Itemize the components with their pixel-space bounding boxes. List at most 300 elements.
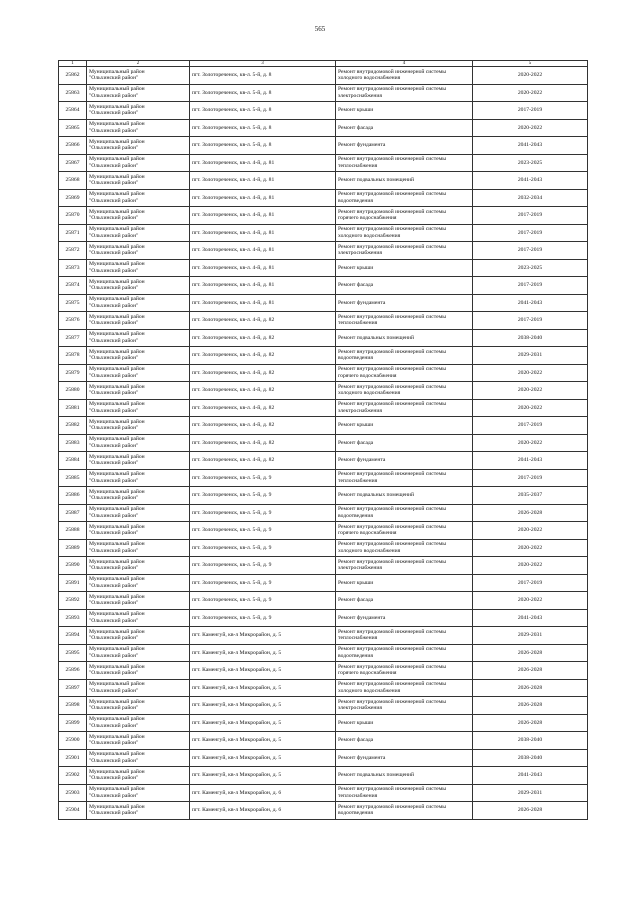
district-cell <box>87 329 190 347</box>
work-type-cell <box>336 137 473 155</box>
work-type-line: Ремонт фасада <box>338 439 374 446</box>
work-type-line: теплоснабжения <box>338 477 378 484</box>
work-type-line: Ремонт подвальных помещений <box>338 772 415 779</box>
work-type-cell <box>336 84 473 102</box>
row-number: 25900 <box>59 732 87 750</box>
district-cell <box>87 504 190 522</box>
address-cell: пгт. Золотореченск, кв-л. 4-й, д. 82 <box>190 434 336 452</box>
address-cell: пгт. Золотореченск, кв-л. 5-й, д. 9 <box>190 574 336 592</box>
district-cell <box>87 662 190 680</box>
work-type-line: Ремонт внутридомовой инженерной системы <box>338 698 446 705</box>
row-number: 25878 <box>59 347 87 365</box>
district-line: Муниципальный район <box>89 523 145 530</box>
row-number: 25881 <box>59 399 87 417</box>
work-type-line: Ремонт внутридомовой инженерной системы <box>338 208 446 215</box>
address-cell: пгт. Золотореченск, кв-л. 5-й, д. 8 <box>190 102 336 120</box>
district-line: "Ольхинский район" <box>89 75 139 82</box>
row-number: 25896 <box>59 662 87 680</box>
work-type-line: Ремонт внутридомовой инженерной системы <box>338 383 446 390</box>
district-line: "Ольхинский район" <box>89 512 139 519</box>
planned-period-cell: 2020-2022 <box>473 364 588 382</box>
table-row <box>59 504 588 522</box>
district-line: Муниципальный район <box>89 208 145 215</box>
district-line: Муниципальный район <box>89 436 145 443</box>
row-number: 25885 <box>59 469 87 487</box>
district-line: "Ольхинский район" <box>89 337 139 344</box>
district-cell <box>87 609 190 627</box>
district-line: "Ольхинский район" <box>89 670 139 677</box>
work-type-cell <box>336 312 473 330</box>
table-row <box>59 434 588 452</box>
table-row <box>59 767 588 785</box>
planned-period-cell: 2035-2037 <box>473 487 588 505</box>
address-cell: пгт. Золотореченск, кв-л. 4-й, д. 81 <box>190 207 336 225</box>
district-cell <box>87 154 190 172</box>
district-cell <box>87 767 190 785</box>
row-number: 25901 <box>59 749 87 767</box>
district-cell <box>87 259 190 277</box>
district-cell <box>87 207 190 225</box>
district-line: "Ольхинский район" <box>89 687 139 694</box>
work-type-cell <box>336 224 473 242</box>
work-type-cell <box>336 714 473 732</box>
row-number: 25866 <box>59 137 87 155</box>
table-row <box>59 679 588 697</box>
address-cell: пгт. Золотореченск, кв-л. 4-й, д. 82 <box>190 417 336 435</box>
district-line: "Ольхинский район" <box>89 407 139 414</box>
planned-period-cell: 2017-2019 <box>473 312 588 330</box>
table-row <box>59 154 588 172</box>
address-cell: пгт. Золотореченск, кв-л. 5-й, д. 9 <box>190 504 336 522</box>
work-type-cell <box>336 522 473 540</box>
address-cell: пгт. Каменгуй, кв-л Микрорайон, д. 5 <box>190 662 336 680</box>
district-cell <box>87 67 190 85</box>
district-line: "Ольхинский район" <box>89 547 139 554</box>
district-cell <box>87 592 190 610</box>
table-row <box>59 399 588 417</box>
district-cell <box>87 714 190 732</box>
table-row <box>59 84 588 102</box>
row-number: 25892 <box>59 592 87 610</box>
table-row <box>59 119 588 137</box>
district-line: Муниципальный район <box>89 261 145 268</box>
work-type-line: Ремонт внутридомовой инженерной системы <box>338 191 446 198</box>
district-line: Муниципальный район <box>89 716 145 723</box>
table-row <box>59 382 588 400</box>
address-cell: пгт. Золотореченск, кв-л. 5-й, д. 9 <box>190 522 336 540</box>
address-cell: пгт. Каменгуй, кв-л Микрорайон, д. 5 <box>190 697 336 715</box>
address-cell: пгт. Каменгуй, кв-л Микрорайон, д. 5 <box>190 767 336 785</box>
row-number: 25876 <box>59 312 87 330</box>
district-line: "Ольхинский район" <box>89 390 139 397</box>
planned-period-cell: 2020-2022 <box>473 67 588 85</box>
table-row <box>59 732 588 750</box>
table-row <box>59 539 588 557</box>
planned-period-cell: 2020-2022 <box>473 119 588 137</box>
work-type-line: Ремонт крыши <box>338 264 374 271</box>
district-line: "Ольхинский район" <box>89 600 139 607</box>
district-line: Муниципальный район <box>89 191 145 198</box>
work-type-cell <box>336 434 473 452</box>
work-type-line: электроснабжения <box>338 250 382 257</box>
address-cell: пгт. Золотореченск, кв-л. 4-й, д. 82 <box>190 312 336 330</box>
address-cell: пгт. Каменгуй, кв-л Микрорайон, д. 5 <box>190 644 336 662</box>
row-number: 25877 <box>59 329 87 347</box>
district-line: Муниципальный район <box>89 576 145 583</box>
address-cell: пгт. Золотореченск, кв-л. 4-й, д. 81 <box>190 242 336 260</box>
district-cell <box>87 224 190 242</box>
address-cell: пгт. Каменгуй, кв-л Микрорайон, д. 6 <box>190 802 336 820</box>
district-cell <box>87 382 190 400</box>
row-number: 25869 <box>59 189 87 207</box>
planned-period-cell: 2017-2019 <box>473 207 588 225</box>
district-cell <box>87 84 190 102</box>
work-type-line: Ремонт внутридомовой инженерной системы <box>338 401 446 408</box>
work-type-cell <box>336 347 473 365</box>
work-type-line: Ремонт внутридомовой инженерной системы <box>338 226 446 233</box>
work-type-line: Ремонт внутридомовой инженерной системы <box>338 663 446 670</box>
work-type-line: Ремонт внутридомовой инженерной системы <box>338 156 446 163</box>
address-cell: пгт. Золотореченск, кв-л. 5-й, д. 9 <box>190 487 336 505</box>
district-cell <box>87 732 190 750</box>
table-row <box>59 802 588 820</box>
district-line: "Ольхинский район" <box>89 810 139 817</box>
address-cell: пгт. Золотореченск, кв-л. 5-й, д. 8 <box>190 67 336 85</box>
district-line: "Ольхинский район" <box>89 215 139 222</box>
work-type-line: Ремонт внутридомовой инженерной системы <box>338 471 446 478</box>
district-cell <box>87 749 190 767</box>
work-type-cell <box>336 469 473 487</box>
table-row <box>59 784 588 802</box>
row-number: 25868 <box>59 172 87 190</box>
work-type-cell <box>336 417 473 435</box>
planned-period-cell: 2026-2028 <box>473 679 588 697</box>
district-line: Муниципальный район <box>89 541 145 548</box>
district-line: "Ольхинский район" <box>89 127 139 134</box>
district-line: "Ольхинский район" <box>89 460 139 467</box>
work-type-cell <box>336 802 473 820</box>
district-line: Муниципальный район <box>89 803 145 810</box>
work-type-line: Ремонт фасада <box>338 597 374 604</box>
district-line: Муниципальный район <box>89 453 145 460</box>
work-type-line: Ремонт крыши <box>338 107 374 114</box>
table-body <box>59 67 588 820</box>
work-type-line: водоотведения <box>338 355 373 362</box>
district-cell <box>87 697 190 715</box>
district-line: "Ольхинский район" <box>89 425 139 432</box>
district-line: Муниципальный район <box>89 733 145 740</box>
address-cell: пгт. Золотореченск, кв-л. 4-й, д. 81 <box>190 189 336 207</box>
address-cell: пгт. Золотореченск, кв-л. 4-й, д. 81 <box>190 224 336 242</box>
row-number: 25883 <box>59 434 87 452</box>
address-cell: пгт. Золотореченск, кв-л. 5-й, д. 9 <box>190 469 336 487</box>
address-cell: пгт. Золотореченск, кв-л. 5-й, д. 9 <box>190 609 336 627</box>
table-row <box>59 452 588 470</box>
district-cell <box>87 102 190 120</box>
work-type-cell <box>336 784 473 802</box>
planned-period-cell: 2029-2031 <box>473 627 588 645</box>
district-line: "Ольхинский район" <box>89 757 139 764</box>
work-type-cell <box>336 557 473 575</box>
district-cell <box>87 399 190 417</box>
work-type-line: Ремонт внутридомовой инженерной системы <box>338 68 446 75</box>
work-type-cell <box>336 154 473 172</box>
district-line: "Ольхинский район" <box>89 740 139 747</box>
table-row <box>59 627 588 645</box>
work-type-line: горячего водоснабжения <box>338 670 397 677</box>
district-cell <box>87 574 190 592</box>
district-line: Муниципальный район <box>89 296 145 303</box>
planned-period-cell: 2041-2043 <box>473 172 588 190</box>
district-line: Муниципальный район <box>89 611 145 618</box>
work-type-line: Ремонт крыши <box>338 422 374 429</box>
row-number: 25874 <box>59 277 87 295</box>
row-number: 25890 <box>59 557 87 575</box>
planned-period-cell: 2020-2022 <box>473 557 588 575</box>
column-header: 2 <box>87 61 190 67</box>
row-number: 25897 <box>59 679 87 697</box>
row-number: 25891 <box>59 574 87 592</box>
table-row <box>59 67 588 85</box>
work-type-line: Ремонт внутридомовой инженерной системы <box>338 348 446 355</box>
district-cell <box>87 784 190 802</box>
work-type-line: горячего водоснабжения <box>338 215 397 222</box>
address-cell: пгт. Каменгуй, кв-л Микрорайон, д. 5 <box>190 627 336 645</box>
district-line: Муниципальный район <box>89 471 145 478</box>
district-line: Муниципальный район <box>89 681 145 688</box>
district-line: Муниципальный район <box>89 646 145 653</box>
work-type-cell <box>336 242 473 260</box>
work-type-cell <box>336 189 473 207</box>
district-line: Муниципальный район <box>89 366 145 373</box>
district-line: Муниципальный район <box>89 138 145 145</box>
work-type-line: Ремонт внутридомовой инженерной системы <box>338 366 446 373</box>
table-row <box>59 189 588 207</box>
planned-period-cell: 2017-2019 <box>473 102 588 120</box>
column-header: 5 <box>473 61 588 67</box>
planned-period-cell: 2017-2019 <box>473 224 588 242</box>
district-line: "Ольхинский район" <box>89 652 139 659</box>
table-row <box>59 242 588 260</box>
work-type-line: Ремонт фундамента <box>338 754 386 761</box>
district-line: Муниципальный район <box>89 68 145 75</box>
planned-period-cell: 2026-2028 <box>473 714 588 732</box>
planned-period-cell: 2041-2043 <box>473 609 588 627</box>
address-cell: пгт. Золотореченск, кв-л. 4-й, д. 82 <box>190 364 336 382</box>
table-row <box>59 749 588 767</box>
work-type-cell <box>336 644 473 662</box>
work-type-line: Ремонт фасада <box>338 124 374 131</box>
row-number: 25886 <box>59 487 87 505</box>
district-line: "Ольхинский район" <box>89 442 139 449</box>
district-line: Муниципальный район <box>89 488 145 495</box>
district-line: "Ольхинский район" <box>89 355 139 362</box>
district-cell <box>87 452 190 470</box>
work-type-cell <box>336 207 473 225</box>
district-line: Муниципальный район <box>89 628 145 635</box>
table-row <box>59 522 588 540</box>
row-number: 25894 <box>59 627 87 645</box>
repair-program-table <box>58 60 588 820</box>
district-line: "Ольхинский район" <box>89 110 139 117</box>
district-line: "Ольхинский район" <box>89 775 139 782</box>
district-cell <box>87 802 190 820</box>
row-number: 25898 <box>59 697 87 715</box>
planned-period-cell: 2020-2022 <box>473 539 588 557</box>
work-type-cell <box>336 452 473 470</box>
work-type-cell <box>336 732 473 750</box>
district-line: "Ольхинский район" <box>89 320 139 327</box>
work-type-cell <box>336 767 473 785</box>
district-line: Муниципальный район <box>89 663 145 670</box>
district-cell <box>87 137 190 155</box>
district-line: Муниципальный район <box>89 173 145 180</box>
district-cell <box>87 434 190 452</box>
planned-period-cell: 2026-2028 <box>473 697 588 715</box>
table-row <box>59 312 588 330</box>
address-cell: пгт. Золотореченск, кв-л. 4-й, д. 81 <box>190 154 336 172</box>
work-type-line: водоотведения <box>338 810 373 817</box>
work-type-line: Ремонт фасада <box>338 282 374 289</box>
district-line: "Ольхинский район" <box>89 372 139 379</box>
district-line: Муниципальный район <box>89 121 145 128</box>
district-cell <box>87 627 190 645</box>
address-cell: пгт. Золотореченск, кв-л. 4-й, д. 81 <box>190 172 336 190</box>
planned-period-cell: 2020-2022 <box>473 592 588 610</box>
district-line: "Ольхинский район" <box>89 145 139 152</box>
district-line: Муниципальный район <box>89 103 145 110</box>
planned-period-cell: 2020-2022 <box>473 84 588 102</box>
work-type-line: Ремонт фундамента <box>338 142 386 149</box>
row-number: 25895 <box>59 644 87 662</box>
district-cell <box>87 417 190 435</box>
address-cell: пгт. Золотореченск, кв-л. 5-й, д. 9 <box>190 539 336 557</box>
planned-period-cell: 2041-2043 <box>473 767 588 785</box>
planned-period-cell: 2041-2043 <box>473 137 588 155</box>
district-line: "Ольхинский район" <box>89 250 139 257</box>
work-type-cell <box>336 364 473 382</box>
table-row <box>59 662 588 680</box>
planned-period-cell: 2038-2040 <box>473 732 588 750</box>
planned-period-cell: 2020-2022 <box>473 382 588 400</box>
district-line: Муниципальный район <box>89 558 145 565</box>
district-line: "Ольхинский район" <box>89 197 139 204</box>
work-type-line: Ремонт внутридомовой инженерной системы <box>338 506 446 513</box>
district-line: Муниципальный район <box>89 156 145 163</box>
row-number: 25864 <box>59 102 87 120</box>
work-type-cell <box>336 119 473 137</box>
work-type-cell <box>336 172 473 190</box>
address-cell: пгт. Золотореченск, кв-л. 5-й, д. 8 <box>190 137 336 155</box>
district-line: "Ольхинский район" <box>89 477 139 484</box>
table-row <box>59 347 588 365</box>
work-type-cell <box>336 574 473 592</box>
address-cell: пгт. Золотореченск, кв-л. 4-й, д. 81 <box>190 277 336 295</box>
planned-period-cell: 2020-2022 <box>473 399 588 417</box>
work-type-line: Ремонт внутридомовой инженерной системы <box>338 628 446 635</box>
work-type-cell <box>336 259 473 277</box>
district-line: Муниципальный район <box>89 278 145 285</box>
work-type-line: холодного водоснабжения <box>338 687 401 694</box>
work-type-line: теплоснабжения <box>338 162 378 169</box>
planned-period-cell: 2032-2034 <box>473 189 588 207</box>
district-line: Муниципальный район <box>89 226 145 233</box>
planned-period-cell: 2038-2040 <box>473 749 588 767</box>
row-number: 25902 <box>59 767 87 785</box>
district-line: "Ольхинский район" <box>89 635 139 642</box>
work-type-line: водоотведения <box>338 512 373 519</box>
work-type-line: Ремонт подвальных помещений <box>338 492 415 499</box>
address-cell: пгт. Каменгуй, кв-л Микрорайон, д. 5 <box>190 732 336 750</box>
row-number: 25871 <box>59 224 87 242</box>
work-type-cell <box>336 627 473 645</box>
district-cell <box>87 522 190 540</box>
district-line: Муниципальный район <box>89 86 145 93</box>
work-type-line: Ремонт внутридомовой инженерной системы <box>338 803 446 810</box>
work-type-line: Ремонт фундамента <box>338 614 386 621</box>
district-line: Муниципальный район <box>89 348 145 355</box>
work-type-line: Ремонт подвальных помещений <box>338 334 415 341</box>
district-line: Муниципальный район <box>89 786 145 793</box>
work-type-line: Ремонт фасада <box>338 737 374 744</box>
district-line: Муниципальный район <box>89 593 145 600</box>
table-row <box>59 102 588 120</box>
work-type-cell <box>336 609 473 627</box>
work-type-line: Ремонт внутридомовой инженерной системы <box>338 681 446 688</box>
district-cell <box>87 189 190 207</box>
address-cell: пгт. Золотореченск, кв-л. 4-й, д. 82 <box>190 399 336 417</box>
district-cell <box>87 312 190 330</box>
page-number: 565 <box>314 25 326 33</box>
table-row <box>59 697 588 715</box>
work-type-line: Ремонт внутридомовой инженерной системы <box>338 558 446 565</box>
work-type-line: Ремонт внутридомовой инженерной системы <box>338 243 446 250</box>
address-cell: пгт. Каменгуй, кв-л Микрорайон, д. 5 <box>190 714 336 732</box>
work-type-cell <box>336 504 473 522</box>
work-type-line: холодного водоснабжения <box>338 75 401 82</box>
work-type-line: Ремонт внутридомовой инженерной системы <box>338 313 446 320</box>
district-line: "Ольхинский район" <box>89 722 139 729</box>
planned-period-cell: 2017-2019 <box>473 574 588 592</box>
table-row <box>59 609 588 627</box>
work-type-line: горячего водоснабжения <box>338 530 397 537</box>
district-cell <box>87 294 190 312</box>
district-line: "Ольхинский район" <box>89 495 139 502</box>
work-type-line: водоотведения <box>338 652 373 659</box>
district-line: "Ольхинский район" <box>89 792 139 799</box>
district-line: Муниципальный район <box>89 506 145 513</box>
address-cell: пгт. Золотореченск, кв-л. 4-й, д. 81 <box>190 294 336 312</box>
planned-period-cell: 2017-2019 <box>473 242 588 260</box>
table-row <box>59 172 588 190</box>
district-line: "Ольхинский район" <box>89 530 139 537</box>
district-line: Муниципальный район <box>89 768 145 775</box>
table-row <box>59 644 588 662</box>
work-type-line: горячего водоснабжения <box>338 372 397 379</box>
work-type-line: Ремонт крыши <box>338 719 374 726</box>
table-row <box>59 137 588 155</box>
district-line: "Ольхинский район" <box>89 285 139 292</box>
planned-period-cell: 2023-2025 <box>473 154 588 172</box>
work-type-line: теплоснабжения <box>338 792 378 799</box>
row-number: 25872 <box>59 242 87 260</box>
district-line: Муниципальный район <box>89 401 145 408</box>
planned-period-cell: 2041-2043 <box>473 294 588 312</box>
address-cell: пгт. Каменгуй, кв-л Микрорайон, д. 5 <box>190 749 336 767</box>
work-type-line: холодного водоснабжения <box>338 547 401 554</box>
address-cell: пгт. Золотореченск, кв-л. 4-й, д. 82 <box>190 329 336 347</box>
planned-period-cell: 2020-2022 <box>473 434 588 452</box>
